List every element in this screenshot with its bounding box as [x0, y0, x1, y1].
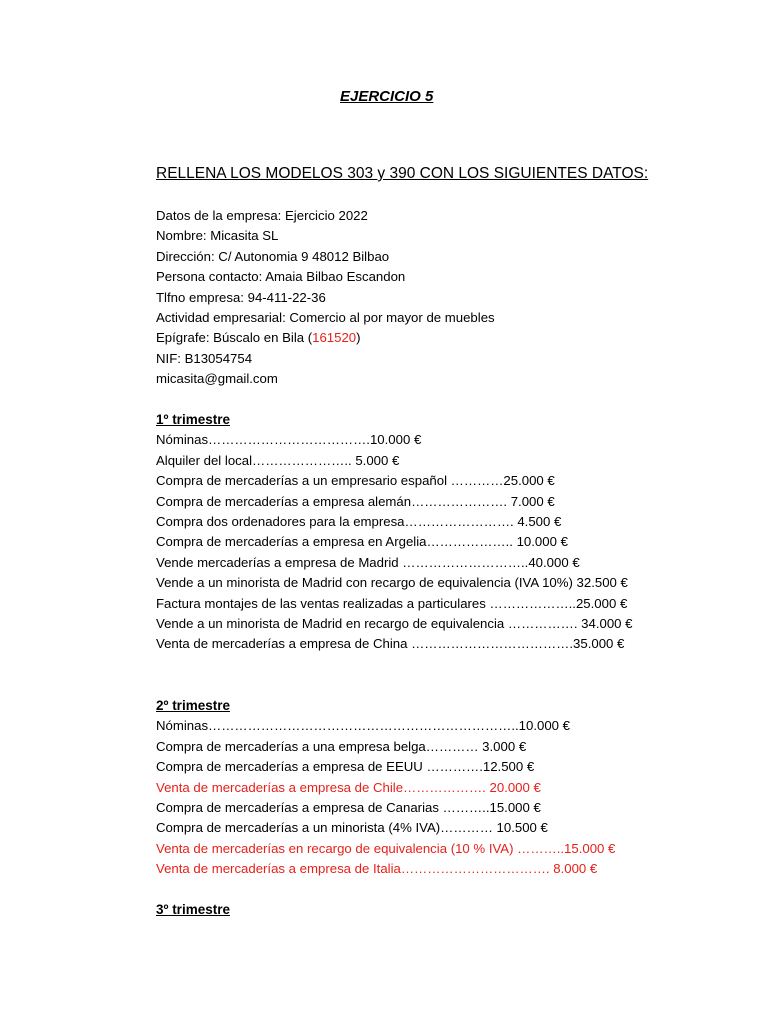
list-item: Compra dos ordenadores para la empresa……………………. 4.500 €: [156, 514, 562, 530]
company-nombre: Nombre: Micasita SL: [156, 228, 279, 244]
list-item: Alquiler del local………………….. 5.000 €: [156, 452, 400, 468]
list-item: Compra de mercaderías a empresa de EEUU ………….12.500 €: [156, 759, 535, 775]
list-item-highlighted: Venta de mercaderías en recargo de equivalencia (10 % IVA) ………..15.000 €: [156, 840, 616, 856]
company-direccion: Dirección: C/ Autonomia 9 48012 Bilbao: [156, 248, 390, 264]
list-item: Vende a un minorista de Madrid en recargo de equivalencia ……………. 34.000 €: [156, 616, 633, 632]
company-email: micasita@gmail.com: [156, 371, 278, 387]
list-item: Compra de mercaderías a un empresario español …………25.000 €: [156, 473, 555, 489]
list-item: Nóminas……………………………………………………………..10.000 €: [156, 718, 571, 734]
list-item: Venta de mercaderías a empresa de China ……………………………….35.000 €: [156, 636, 625, 652]
company-datos: Datos de la empresa: Ejercicio 2022: [156, 208, 368, 223]
company-contacto: Persona contacto: Amaia Bilbao Escandon: [156, 269, 406, 285]
q2-heading: 2º trimestre: [156, 698, 230, 713]
epigrafe-prefix: Epígrafe: Búscalo en Bila (: [156, 330, 313, 346]
list-item-highlighted: Venta de mercaderías a empresa de Italia……………………………. 8.000 €: [156, 861, 598, 877]
list-item-highlighted: Venta de mercaderías a empresa de Chile………………. 20.000 €: [156, 779, 541, 795]
list-item: Vende a un minorista de Madrid con recargo de equivalencia (IVA 10%) 32.500 €: [156, 575, 628, 591]
q2-section: [156, 696, 676, 880]
epigrafe-suffix: ): [356, 330, 361, 346]
q1-section: [156, 410, 676, 655]
instructions-heading: RELLENA LOS MODELOS 303 y 390 CON LOS SIGUIENTES DATOS:: [156, 165, 649, 182]
list-item: Compra de mercaderías a empresa de Canarias ………..15.000 €: [156, 800, 541, 816]
list-item: Compra de mercaderías a empresa en Argelia……………….. 10.000 €: [156, 534, 568, 550]
list-item: Compra de mercaderías a empresa alemán…………………. 7.000 €: [156, 493, 555, 509]
company-actividad: Actividad empresarial: Comercio al por mayor de muebles: [156, 310, 495, 326]
list-item: Nóminas……………………………….10.000 €: [156, 432, 422, 448]
company-telefono: Tlfno empresa: 94-411-22-36: [156, 289, 326, 305]
company-epigrafe: [156, 328, 676, 348]
list-item: Vende mercaderías a empresa de Madrid ………………………..40.000 €: [156, 554, 580, 570]
list-item: Factura montajes de las ventas realizadas a particulares ………………..25.000 €: [156, 595, 628, 611]
company-info: [156, 206, 676, 390]
exercise-title: EJERCICIO 5: [340, 88, 434, 105]
company-nif: NIF: B13054754: [156, 350, 253, 366]
q3-heading: 3º trimestre: [156, 902, 230, 917]
epigrafe-code: 161520: [312, 330, 357, 346]
list-item: Compra de mercaderías a un minorista (4% IVA)………… 10.500 €: [156, 820, 548, 836]
q3-section: [156, 900, 676, 920]
list-item: Compra de mercaderías a una empresa belga………… 3.000 €: [156, 738, 527, 754]
q1-heading: 1º trimestre: [156, 412, 230, 427]
